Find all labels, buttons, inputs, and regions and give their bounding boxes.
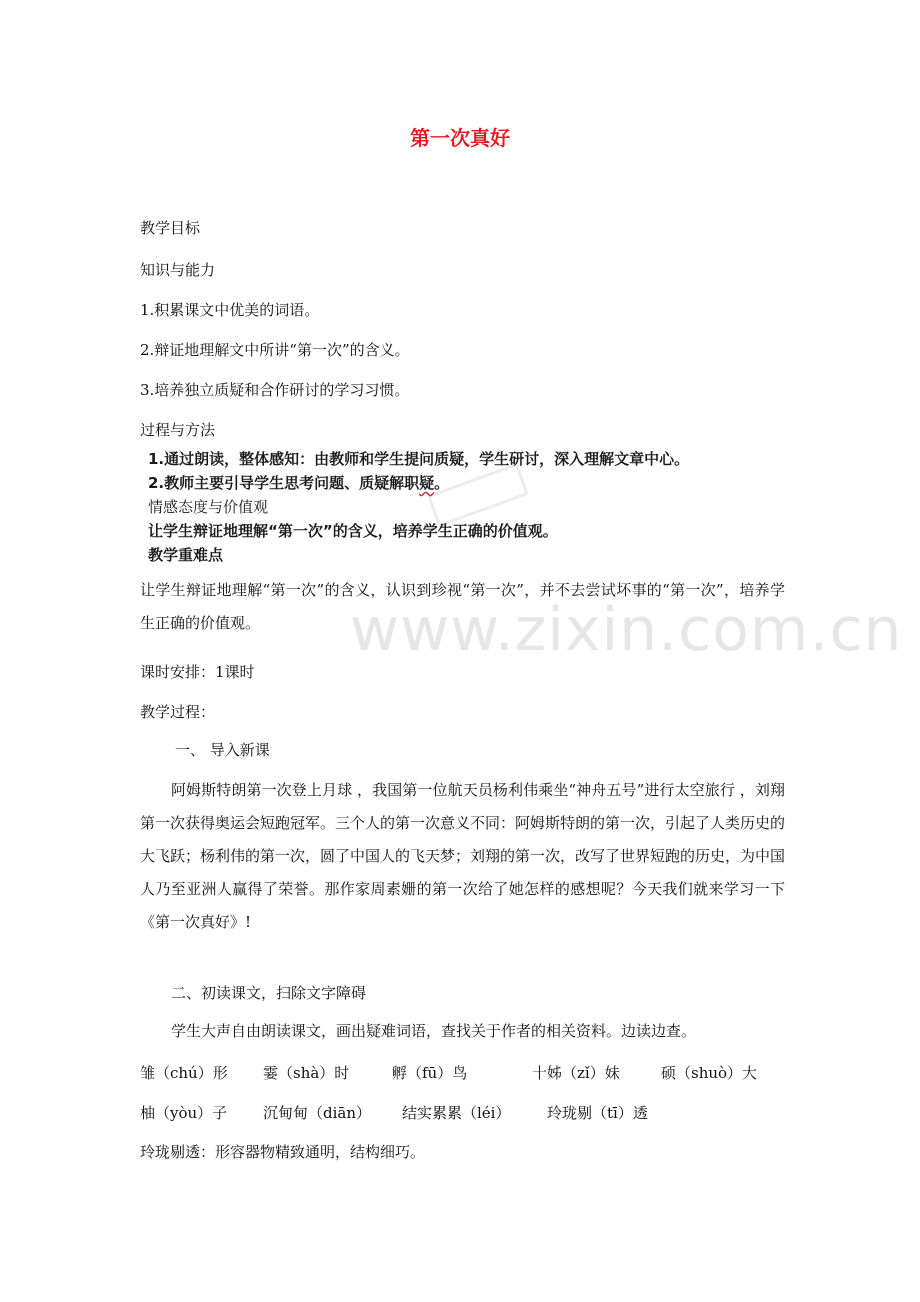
process-item-1: 1.通过朗读，整体感知：由教师和学生提问质疑，学生研讨，深入理解文章中心。: [148, 450, 690, 468]
vocab-item: 十姊（zǐ）妹: [532, 1064, 620, 1082]
definition: 玲珑剔透：形容器物精致通明，结构细巧。: [140, 1143, 426, 1161]
knowledge-item-1: 1.积累课文中优美的词语。: [140, 301, 320, 319]
knowledge-item-3: 3.培养独立质疑和合作研讨的学习习惯。: [140, 381, 410, 399]
reading-instruction: 学生大声自由朗读课文，画出疑难词语，查找关于作者的相关资料。边读边查。: [171, 1022, 697, 1040]
vocab-item: 孵（fū）鸟: [392, 1064, 468, 1082]
vocab-item: 柚（yòu）子: [140, 1104, 228, 1122]
emotion-text: 让学生辩证地理解“第一次”的含义，培养学生正确的价值观。: [148, 522, 558, 540]
page-title: 第一次真好: [410, 126, 510, 150]
watermark-text: www.zixin.com.cn: [350, 595, 903, 665]
vocab-item: 结实累累（léi）: [402, 1104, 511, 1122]
vocab-item: 硕（shuò）大: [661, 1064, 758, 1082]
vocab-item: 沉甸甸（diān）: [263, 1104, 372, 1122]
section-1-heading: 一、 导入新课: [175, 741, 270, 759]
objectives-heading: 教学目标: [140, 219, 201, 237]
emotion-heading: 情感态度与价值观: [148, 498, 269, 516]
key-text: 让学生辩证地理解“第一次”的含义，认识到珍视“第一次”，并不去尝试坏事的“第一次”，培养学生正确的价值观。: [140, 581, 785, 632]
process-title: 教学过程：: [140, 703, 216, 721]
knowledge-item-2: 2.辩证地理解文中所讲“第一次”的含义。: [140, 341, 410, 359]
vocab-item: 霎（shà）时: [263, 1064, 350, 1082]
intro-paragraph: 阿姆斯特朗第一次登上月球 ，我国第一位航天员杨利伟乘坐“神舟五号”进行太空旅行 ，刘翔第一次获得奥运会短跑冠军。三个人的第一次意义不同：阿姆斯特朗的第一次，引起了人类历史的大飞跃；杨利伟的第一次，圆了中国人的飞天梦；刘翔的第一次，改写了世界短跑的历史，为中国人乃至亚洲人赢得了荣誉。那作家周素姗的第一次给了她怎样的感想呢？今天我们就来学习一下《第一次真好》!: [140, 781, 786, 931]
process-heading: 过程与方法: [140, 421, 216, 439]
vocab-item: 玲珑剔（tī）透: [547, 1104, 648, 1122]
spellcheck-mark: 疑: [419, 474, 435, 492]
key-heading: 教学重难点: [148, 546, 224, 564]
process-item-2: 2.教师主要引导学生思考问题、质疑解职疑。: [148, 474, 450, 492]
knowledge-heading: 知识与能力: [140, 261, 216, 279]
vocab-item: 雏（chú）形: [140, 1064, 228, 1082]
section-2-heading: 二、初读课文，扫除文字障碍: [171, 984, 367, 1002]
schedule: 课时安排：1课时: [140, 663, 255, 681]
